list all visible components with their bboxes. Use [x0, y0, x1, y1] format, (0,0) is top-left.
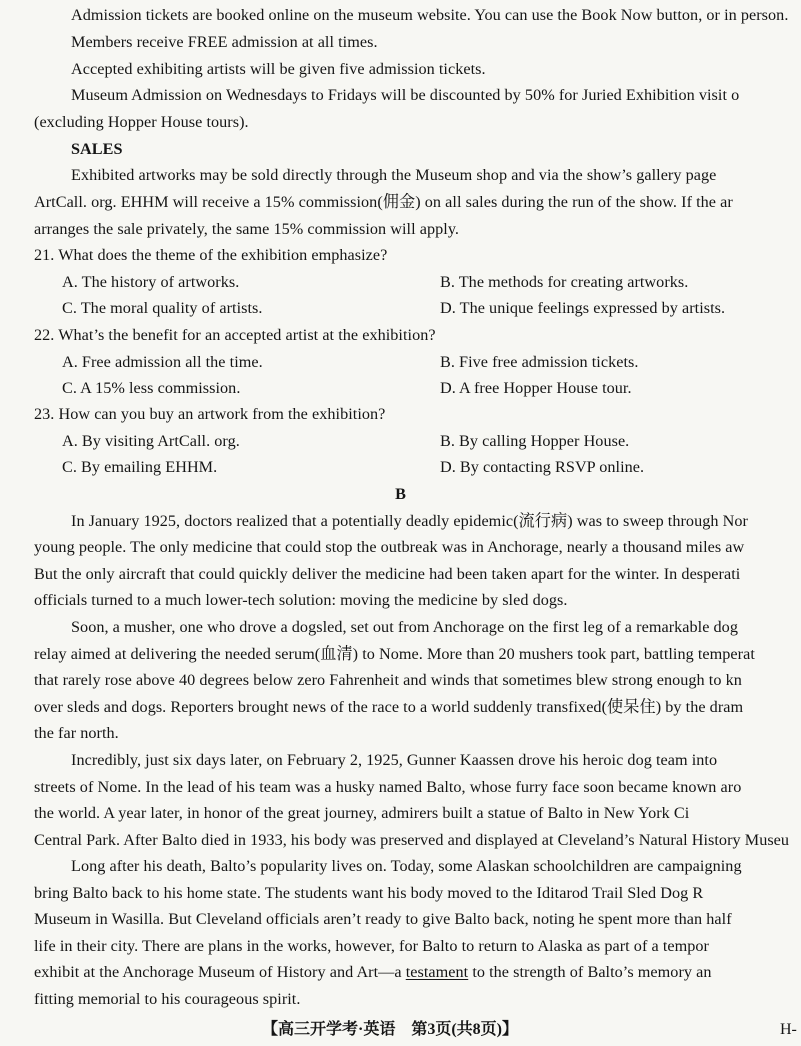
option-22a: A. Free admission all the time.: [62, 353, 263, 371]
question-21: 21. What does the theme of the exhibition emphasize?: [34, 246, 388, 264]
text-line: In January 1925, doctors realized that a potentially deadly epidemic(流行病) was to sweep through Nor: [71, 512, 748, 530]
text-line: officials turned to a much lower-tech solution: moving the medicine by sled dogs.: [34, 591, 568, 609]
text-line: Long after his death, Balto’s popularity lives on. Today, some Alaskan schoolchildren are campaigning: [71, 857, 742, 875]
question-23: 23. How can you buy an artwork from the exhibition?: [34, 405, 386, 423]
option-23c: C. By emailing EHHM.: [62, 458, 218, 476]
text-line: Central Park. After Balto died in 1933, his body was preserved and displayed at Cleveland’s Natural History Museu: [34, 831, 790, 849]
text-line: Members receive FREE admission at all times.: [71, 33, 378, 51]
option-21b: B. The methods for creating artworks.: [440, 273, 689, 291]
section-b-heading: B: [395, 485, 406, 503]
text-line: Admission tickets are booked online on the museum website. You can use the Book Now button, or in person.: [71, 6, 789, 24]
text-line: [34, 962, 712, 982]
text-line: young people. The only medicine that could stop the outbreak was in Anchorage, nearly a thousand miles aw: [34, 538, 745, 556]
text-line: over sleds and dogs. Reporters brought news of the race to a world suddenly transfixed(使呆住) by the dram: [34, 698, 744, 716]
page-footer: 【高三开学考·英语 第3页(共8页)】: [262, 1021, 518, 1038]
option-21c: C. The moral quality of artists.: [62, 299, 263, 317]
text-line: arranges the sale privately, the same 15% commission will apply.: [34, 220, 460, 238]
text-line: Incredibly, just six days later, on February 2, 1925, Gunner Kaassen drove his heroic dog team into: [71, 751, 718, 769]
text-fragment: exhibit at the Anchorage Museum of History and Art—a: [34, 963, 406, 981]
text-line: Accepted exhibiting artists will be given five admission tickets.: [71, 60, 486, 78]
option-23d: D. By contacting RSVP online.: [440, 458, 645, 476]
option-22b: B. Five free admission tickets.: [440, 353, 639, 371]
text-line: that rarely rose above 40 degrees below zero Fahrenheit and winds that sometimes blew strong enough to kn: [34, 671, 742, 689]
text-line: Soon, a musher, one who drove a dogsled, set out from Anchorage on the first leg of a remarkable dog: [71, 618, 738, 636]
text-line: the world. A year later, in honor of the great journey, admirers built a statue of Balto in New York Ci: [34, 804, 690, 822]
text-fragment: to the strength of Balto’s memory an: [468, 963, 712, 981]
question-22: 22. What’s the benefit for an accepted artist at the exhibition?: [34, 326, 436, 344]
sales-heading: SALES: [71, 140, 123, 158]
text-line: the far north.: [34, 724, 119, 742]
option-22d: D. A free Hopper House tour.: [440, 379, 632, 397]
text-line: Museum Admission on Wednesdays to Fridays will be discounted by 50% for Juried Exhibition visit o: [71, 86, 740, 104]
text-line: (excluding Hopper House tours).: [34, 113, 249, 131]
text-line: Exhibited artworks may be sold directly through the Museum shop and via the show’s gallery page: [71, 166, 717, 184]
text-line: streets of Nome. In the lead of his team was a husky named Balto, whose furry face soon became known aro: [34, 778, 742, 796]
text-line: relay aimed at delivering the needed serum(血清) to Nome. More than 20 mushers took part, battling temperat: [34, 645, 755, 663]
text-line: life in their city. There are plans in the works, however, for Balto to return to Alaska as part of a tempor: [34, 937, 709, 955]
text-line: Museum in Wasilla. But Cleveland officials aren’t ready to give Balto back, noting he spent more than half: [34, 910, 732, 928]
option-21a: A. The history of artworks.: [62, 273, 240, 291]
option-23a: A. By visiting ArtCall. org.: [62, 432, 240, 450]
text-line: bring Balto back to his home state. The students want his body moved to the Iditarod Trail Sled Dog R: [34, 884, 704, 902]
text-line: But the only aircraft that could quickly deliver the medicine had been taken apart for the winter. In desperati: [34, 565, 741, 583]
page-code: H-: [780, 1021, 797, 1038]
option-23b: B. By calling Hopper House.: [440, 432, 630, 450]
option-21d: D. The unique feelings expressed by artists.: [440, 299, 726, 317]
option-22c: C. A 15% less commission.: [62, 379, 241, 397]
text-line: fitting memorial to his courageous spirit.: [34, 990, 301, 1008]
text-line: ArtCall. org. EHHM will receive a 15% commission(佣金) on all sales during the run of the show. If the ar: [34, 193, 733, 211]
underlined-word: testament: [405, 963, 469, 981]
